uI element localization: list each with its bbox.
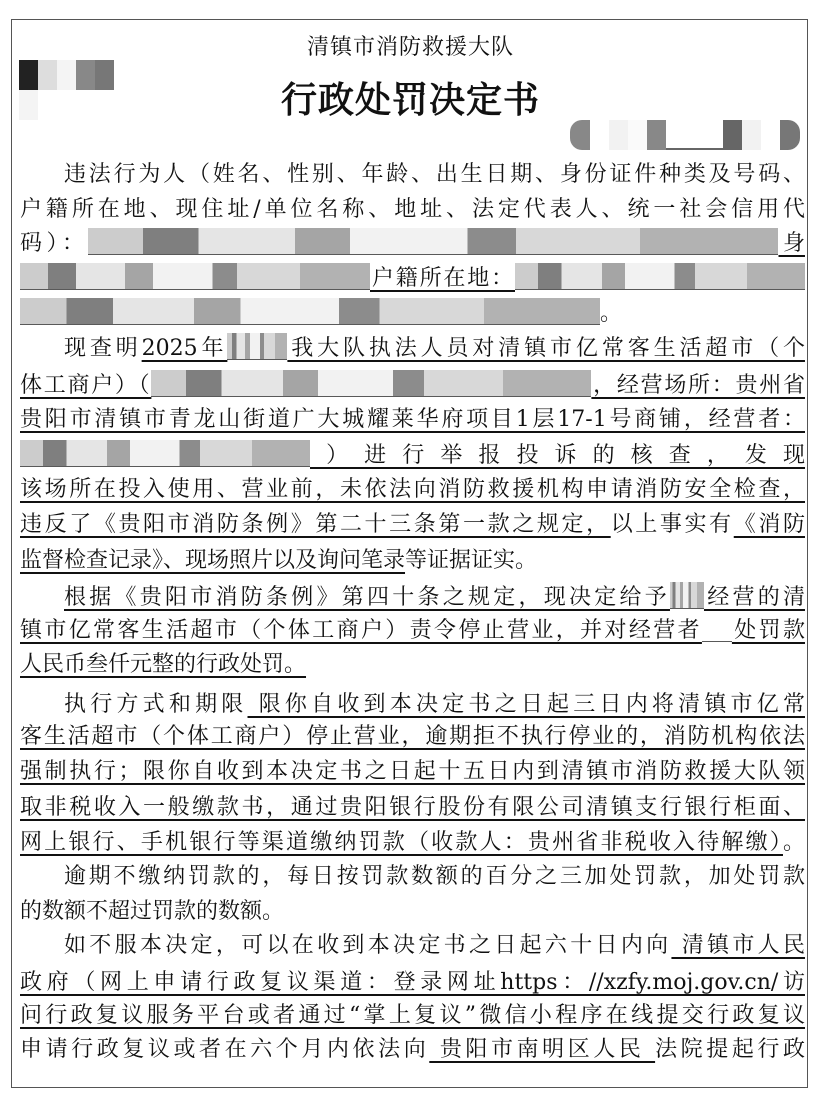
text: 户籍所在地： <box>370 266 515 291</box>
text: ，经营场所：贵州省 <box>591 373 805 398</box>
text-line <box>20 862 805 894</box>
redacted-block <box>702 615 732 642</box>
text-line <box>20 160 805 192</box>
text-line <box>20 510 805 542</box>
text: 码）： <box>20 231 89 256</box>
text: 监督检查记录》、现场照片以及询问笔录 <box>20 548 406 573</box>
text-line <box>20 440 805 472</box>
text: 根据《贵阳市消防条例》第四十条之规定，现决定给予 <box>64 585 670 610</box>
text: 限你自收到本决定书之日起三日内将清镇市亿常 <box>247 692 805 717</box>
text-line <box>20 546 805 578</box>
text-line <box>20 263 805 295</box>
redacted-block <box>88 228 778 255</box>
text-line <box>20 793 805 825</box>
redacted-block <box>151 370 591 397</box>
text-line <box>20 582 805 614</box>
text: 违反了《贵阳市消防条例》第二十三条第一款之规定， <box>20 512 611 537</box>
text-line <box>20 1035 805 1067</box>
text: 。 <box>600 301 623 326</box>
text-line <box>20 931 805 963</box>
text: 取非税收入一般缴款书，通过贵阳银行股份有限公司清镇支行银行柜面、 <box>20 795 805 820</box>
text: 清镇市人民 <box>671 933 805 958</box>
text: 执行方式和期限 <box>64 692 248 717</box>
text: 镇市亿常客生活超市（个体工商户）责令停止营业，并对经营者 <box>20 618 702 643</box>
text-line <box>20 650 805 682</box>
redacted-block <box>670 582 704 609</box>
text: 政府（网上申请行政复议渠道：登录网址https：//xzfy.moj.gov.cn/访 <box>20 970 805 995</box>
text: 《消防 <box>733 512 805 537</box>
document-title: 行政处罚决定书 <box>280 79 540 121</box>
text: 违法行为人（姓名、性别、年龄、出生日期、身份证件种类及号码、 <box>64 162 805 187</box>
text-line <box>20 333 805 365</box>
text-line <box>20 897 805 929</box>
text: 经营的清 <box>703 585 805 610</box>
text: 户籍所在地、现住址/单位名称、地址、法定代表人、统一社会信用代 <box>20 197 805 222</box>
text-line <box>20 195 805 227</box>
text: ）进行举报投诉的核查，发现 <box>310 443 805 468</box>
text-line <box>20 722 805 754</box>
text-line <box>20 370 805 402</box>
text: 2025年 <box>141 336 228 361</box>
text: 强制执行；限你自收到本决定书之日起十五日内到清镇市消防救援大队领 <box>20 759 805 784</box>
text: 网上银行、手机银行等渠道缴纳罚款（收款人：贵州省非税收入待解缴） <box>20 830 783 855</box>
agency-name: 清镇市消防救援大队 <box>306 35 514 60</box>
text: 等证据证实。 <box>405 548 538 573</box>
text-line <box>20 690 805 722</box>
redacted-block <box>20 440 310 467</box>
redacted-document-number <box>570 120 810 150</box>
text-line <box>20 298 805 330</box>
text-line <box>20 757 805 789</box>
text: 我大队执法人员对清镇市亿常客生活超市（个 <box>287 336 805 361</box>
text: 处罚款 <box>731 618 805 643</box>
text-line <box>20 828 805 860</box>
redacted-block <box>20 263 370 290</box>
text-line <box>20 475 805 507</box>
redacted-block <box>227 333 287 360</box>
text: 客生活超市（个体工商户）停止营业，逾期拒不执行停业的，消防机构依法 <box>20 724 805 749</box>
text: 人民币叁仟元整的行政处罚。 <box>20 652 307 677</box>
text: 贵阳市清镇市青龙山街道广大城耀莱华府项目1层17-1号商铺，经营者： <box>20 407 805 432</box>
text: 该场所在投入使用、营业前，未依法向消防救援机构申请消防安全检查， <box>20 477 805 502</box>
text: 逾期不缴纳罚款的，每日按罚款数额的百分之三加处罚款，加处罚款 <box>64 864 805 889</box>
text-line <box>20 1001 805 1033</box>
text: 问行政复议服务平台或者通过“掌上复议”微信小程序在线提交行政复议 <box>20 1003 805 1028</box>
text: 。 <box>782 830 805 855</box>
text-line <box>20 615 805 647</box>
text: 申请行政复议或者在六个月内依法向 <box>20 1037 430 1062</box>
text: 身 <box>778 231 805 256</box>
text-line <box>20 228 805 260</box>
redacted-block <box>20 298 600 325</box>
text: 法院提起行政 <box>655 1037 805 1062</box>
text: 体工商户）（ <box>20 373 152 398</box>
text: 以上事实有 <box>610 512 734 537</box>
text: 现查明 <box>64 336 142 361</box>
redacted-block <box>515 263 805 290</box>
text: 的数额不超过罚款的数额。 <box>20 899 285 924</box>
text-line <box>20 405 805 437</box>
text: 如不服本决定，可以在收到本决定书之日起六十日内向 <box>64 933 672 958</box>
text-line <box>20 968 805 1000</box>
text: 贵阳市南明区人民 <box>429 1037 656 1062</box>
